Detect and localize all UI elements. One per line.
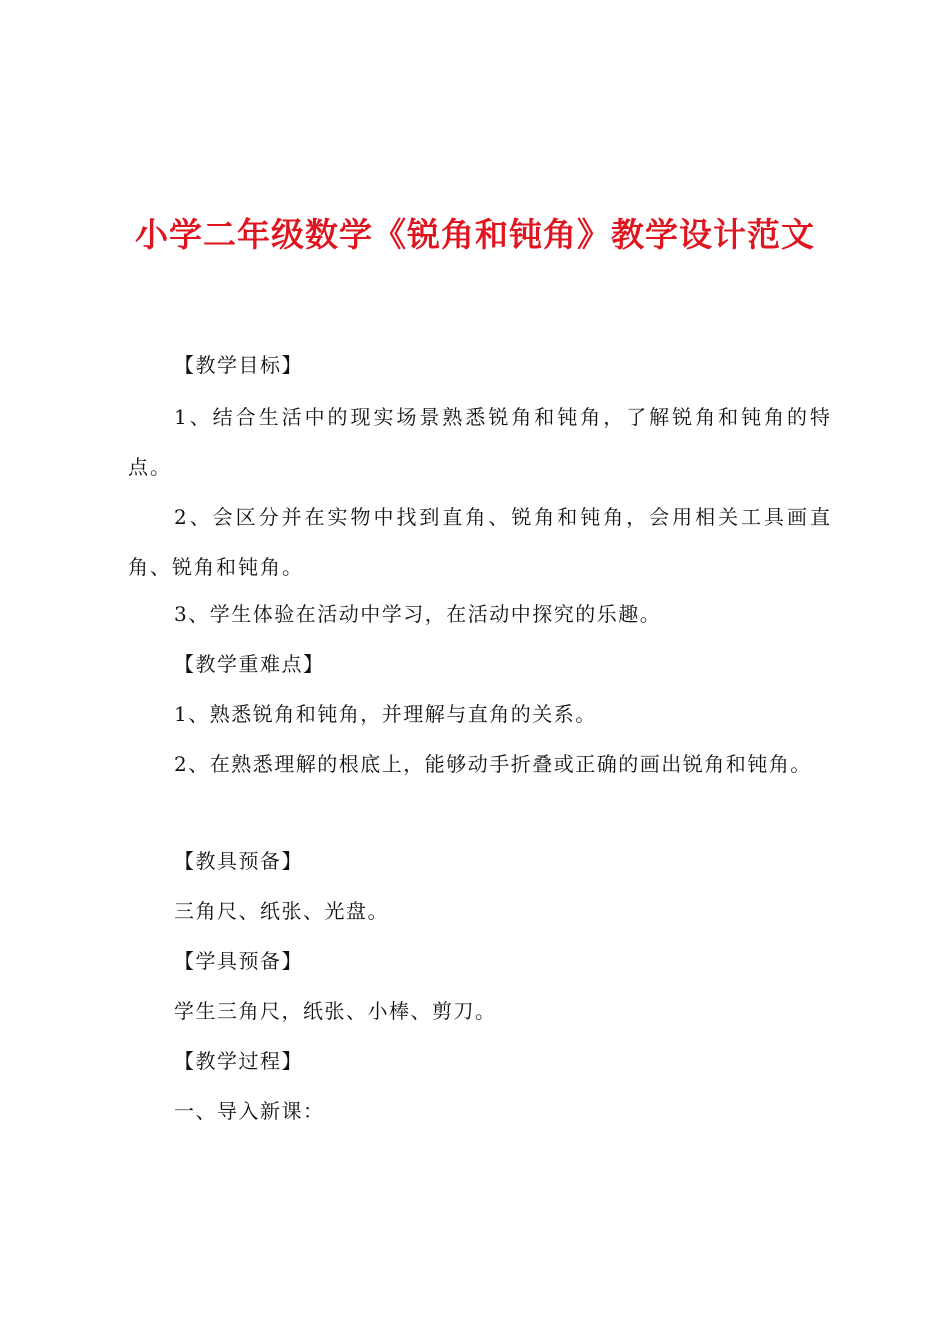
teaching-tools-heading: 【教具预备】 [174, 849, 303, 873]
document-title: 小学二年级数学《锐角和钝角》教学设计范文 [135, 215, 815, 254]
key-points-heading: 【教学重难点】 [174, 652, 325, 676]
student-tools-paragraph: 学生三角尺，纸张、小棒、剪刀。 [174, 999, 497, 1023]
process-step-1: 一、导入新课： [174, 1099, 325, 1123]
key-point-2-paragraph: 2、在熟悉理解的根底上，能够动手折叠或正确的画出锐角和钝角。 [174, 752, 812, 776]
goals-heading: 【教学目标】 [174, 353, 303, 377]
process-heading: 【教学过程】 [174, 1049, 303, 1073]
goal-3-paragraph: 3、学生体验在活动中学习，在活动中探究的乐趣。 [174, 602, 662, 626]
teaching-tools-paragraph: 三角尺、纸张、光盘。 [174, 899, 389, 923]
goal-2-paragraph: 2、会区分并在实物中找到直角、锐角和钝角，会用相关工具画直角、锐角和钝角。 [128, 505, 832, 579]
goal-1-paragraph: 1、结合生活中的现实场景熟悉锐角和钝角，了解锐角和钝角的特点。 [128, 405, 832, 479]
key-point-1-paragraph: 1、熟悉锐角和钝角，并理解与直角的关系。 [174, 702, 597, 726]
student-tools-heading: 【学具预备】 [174, 949, 303, 973]
